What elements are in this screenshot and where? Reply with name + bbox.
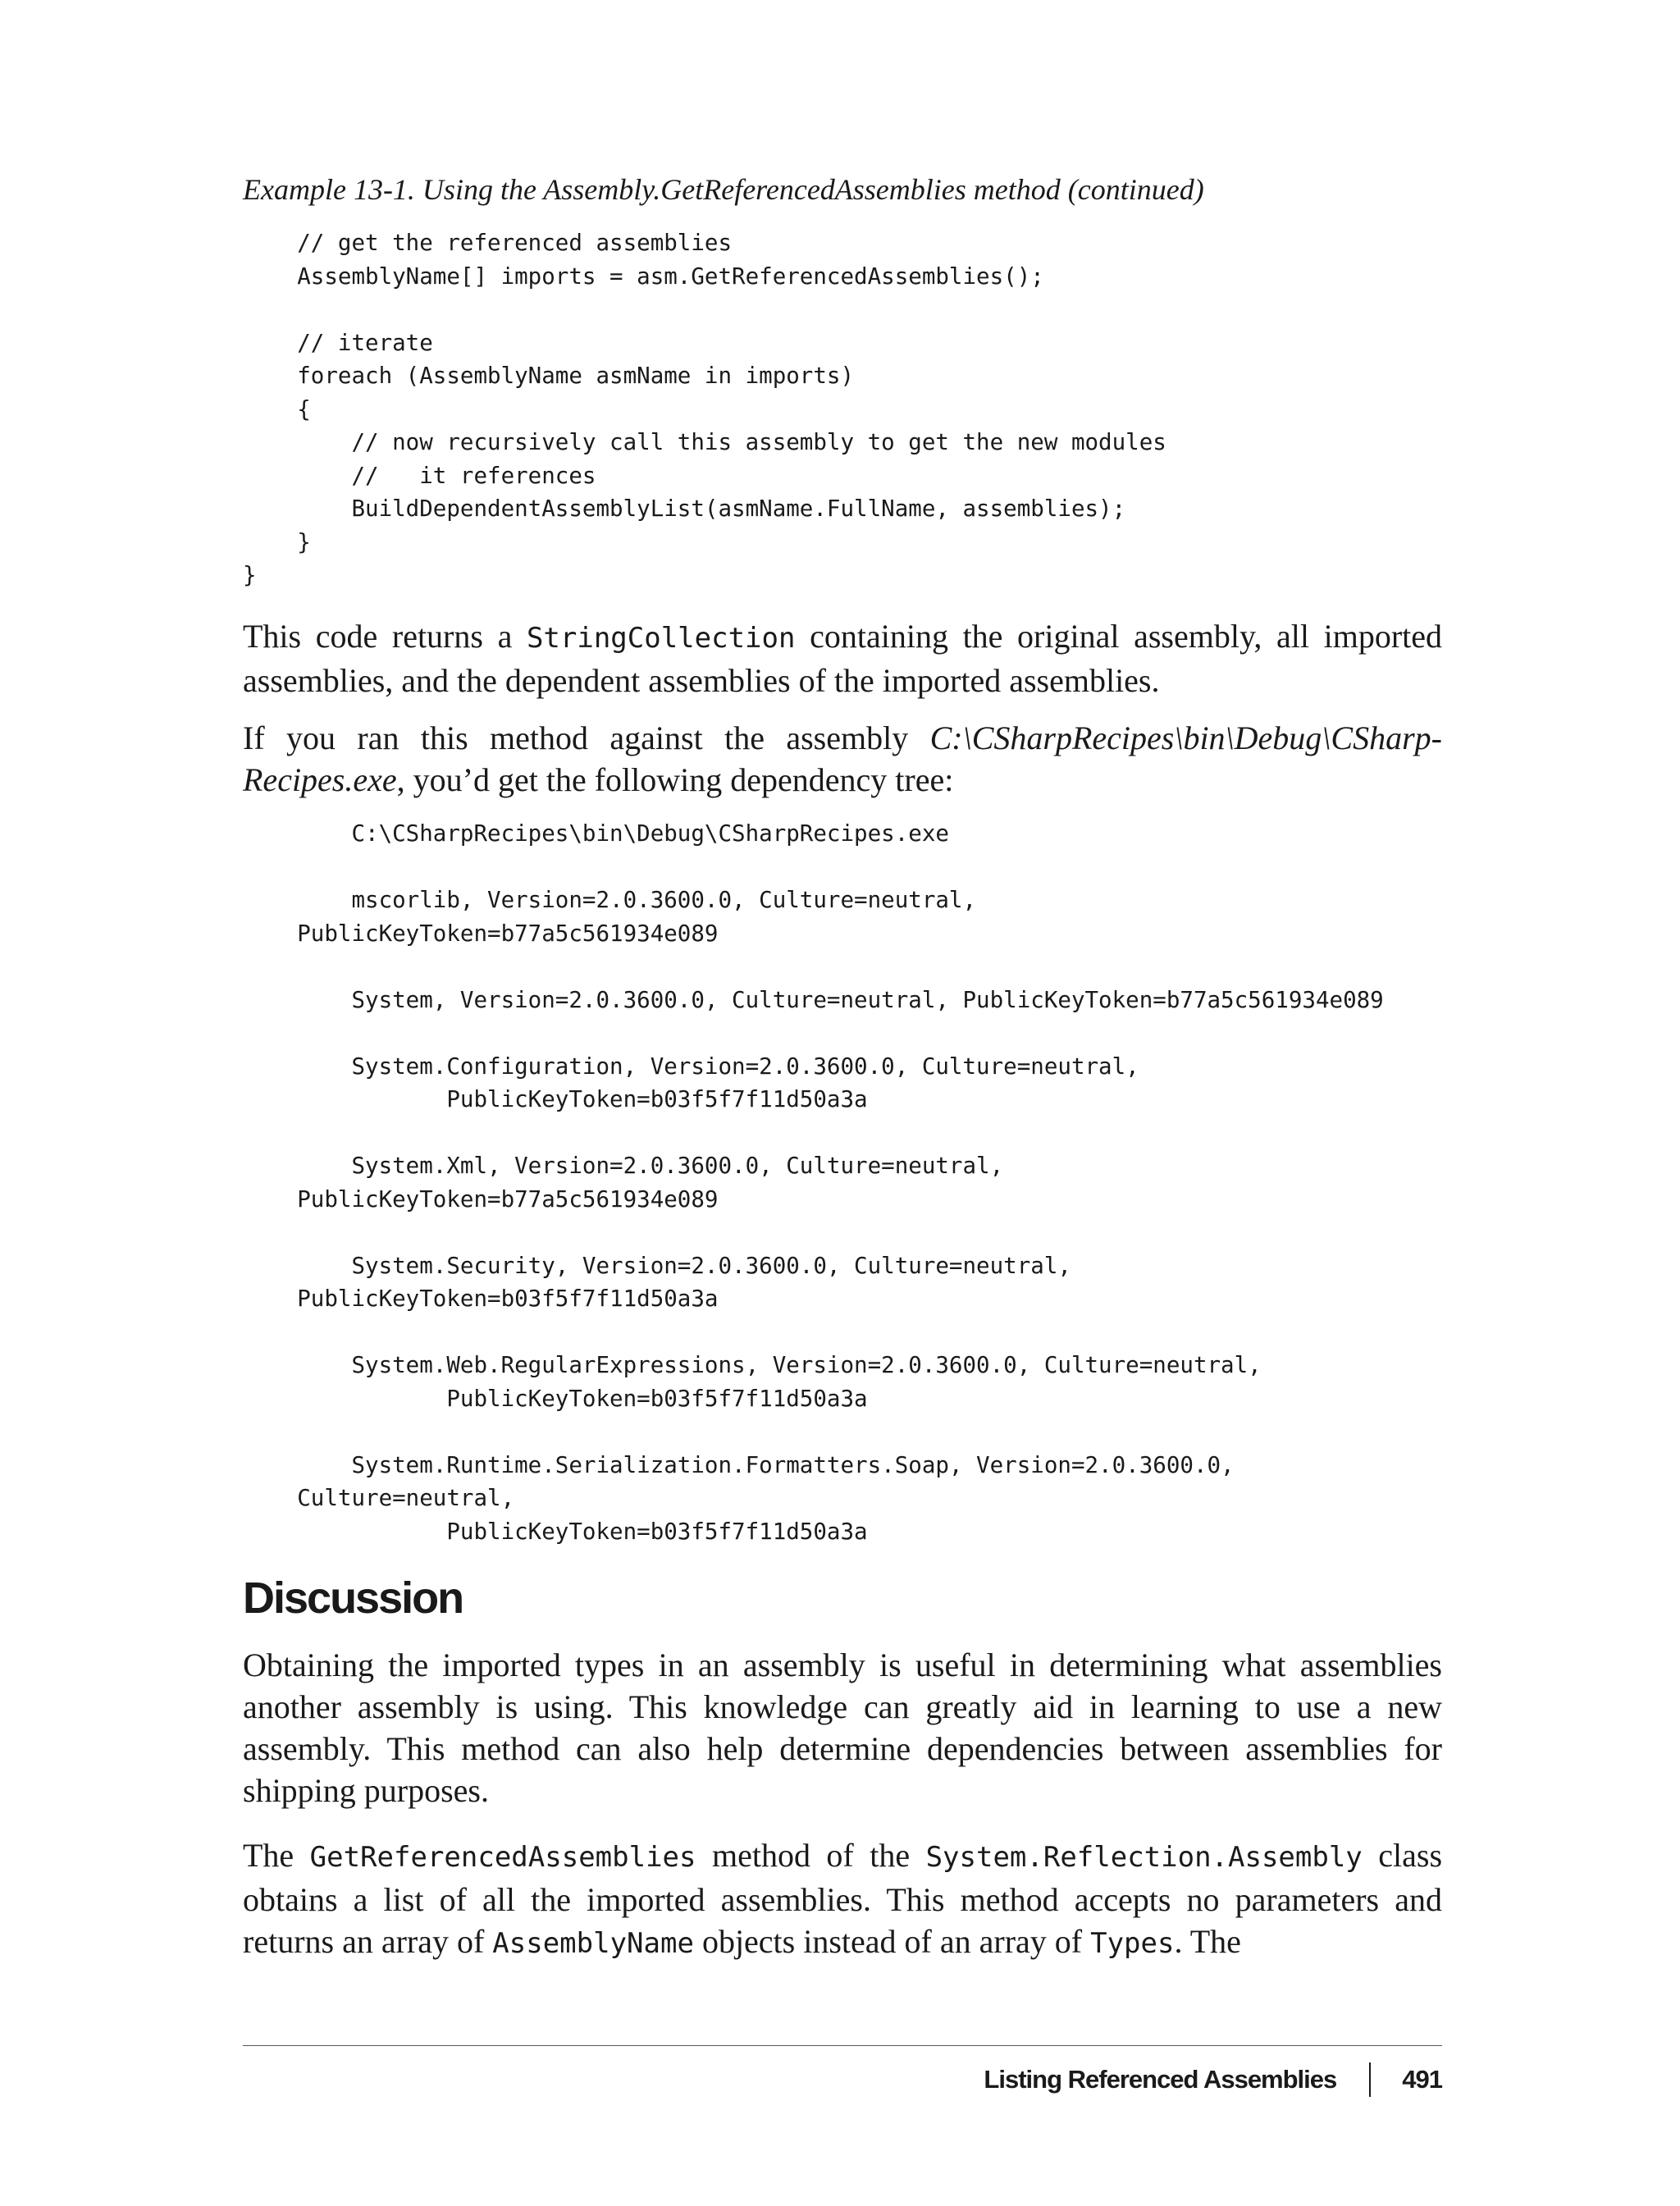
- paragraph-get-referenced-assemblies: [243, 1834, 1442, 1965]
- paragraph-text: class obtains a list of all the imported assemblies. This method accepts no parameters and returns an array of: [243, 1837, 1443, 1960]
- page-footer: [984, 2062, 1442, 2097]
- paragraph-text: If you ran this method against the assembly: [243, 719, 930, 756]
- paragraph-text: containing the original assembly, all imported assemblies, and the dependent assemblies of the imported assemblies.: [243, 618, 1443, 699]
- section-heading: Discussion: [243, 1573, 463, 1623]
- page-number: 491: [1402, 2065, 1442, 2094]
- footer-separator: [1369, 2062, 1371, 2097]
- code-listing: // get the referenced assemblies AssemblyName[] imports = asm.GetReferencedAssemblies(); // iterate foreach (AssemblyName asmName in imports) { // now recursively call this assembly to get the new modules // it references BuildDependentAssemblyList(asmName.FullName, assemblies); } }: [243, 230, 1166, 588]
- paragraph-discussion: Obtaining the imported types in an assembly is useful in determining what assemblies another assembly is using. This knowledge can greatly aid in learning to use a new assembly. This method can also help determine dependencies between assemblies for shipping purposes.: [243, 1647, 1442, 1809]
- paragraph-text: The: [243, 1837, 310, 1874]
- paragraph-text: objects instead of an array of: [693, 1923, 1091, 1960]
- book-page: [243, 0, 1442, 2206]
- running-footer-title: Listing Referenced Assemblies: [984, 2065, 1337, 2094]
- dependency-tree-listing: C:\CSharpRecipes\bin\Debug\CSharpRecipes.exe mscorlib, Version=2.0.3600.0, Culture=neutral, PublicKeyToken=b77a5c561934e089 System, Version=2.0.3600.0, Culture=neutral, PublicKeyToken=b77a5c561934e089 System.Configuration, Version=2.0.3600.0, Culture=neutral, PublicKeyToken=b03f5f7f11d50a3a System.Xml, Version=2.0.3600.0, Culture=neutral, PublicKeyToken=b77a5c561934e089 System.Security, Version=2.0.3600.0, Culture=neutral, PublicKeyToken=b03f5f7f11d50a3a System.Web.RegularExpressions, Version=2.0.3600.0, Culture=neutral, PublicKeyToken=b03f5f7f11d50a3a System.Runtime.Serialization.Formatters.Soap, Version=2.0.3600.0, Culture=neutral, PublicKeyToken=b03f5f7f11d50a3a: [297, 820, 1384, 1545]
- inline-code: Types: [1090, 1927, 1175, 1960]
- paragraph-dependency-intro: [243, 717, 1442, 801]
- footer-rule: [243, 2045, 1442, 2046]
- file-path: C:\CSharpRecipes\bin\Debug\CSharpRecipes.exe: [243, 719, 1442, 798]
- inline-code: GetReferencedAssemblies: [309, 1841, 696, 1874]
- example-caption: Example 13-1. Using the Assembly.GetReferencedAssemblies method (continued): [243, 173, 1204, 206]
- inline-code: AssemblyName: [492, 1927, 694, 1960]
- inline-code: StringCollection: [526, 622, 796, 655]
- paragraph-text: , you’d get the following dependency tree:: [396, 761, 954, 798]
- paragraph-text: This code returns a: [243, 618, 527, 655]
- paragraph-string-collection: [243, 615, 1442, 701]
- paragraph-text: method of the: [696, 1837, 926, 1874]
- inline-code: System.Reflection.Assembly: [925, 1841, 1363, 1874]
- paragraph-text: . The: [1174, 1923, 1241, 1960]
